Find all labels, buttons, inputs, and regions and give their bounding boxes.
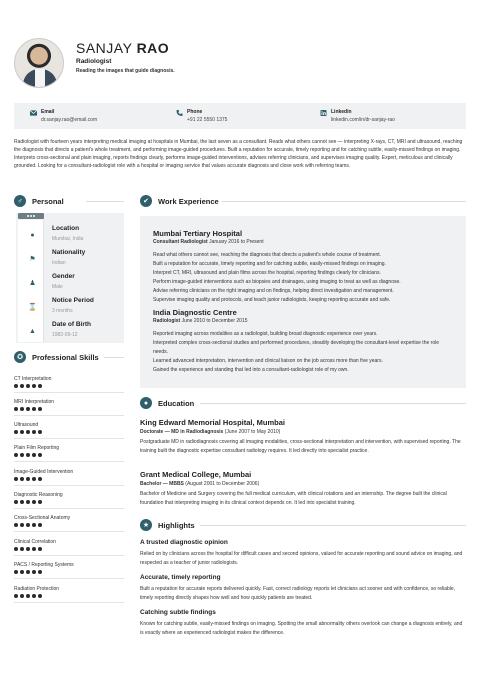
- job-meta: [153, 318, 248, 324]
- edu-school: Grant Medical College, Mumbai: [140, 470, 252, 479]
- email-icon: [30, 110, 37, 116]
- gender-symbol-icon: ♂: [14, 195, 26, 207]
- job-line: Built a reputation for accurate, timely reporting and for catching subtle, easily-missed findings on imaging.: [153, 260, 386, 267]
- award-icon: ✪: [14, 351, 26, 363]
- job-company: India Diagnostic Centre: [153, 308, 237, 317]
- personal-title: Personal: [32, 196, 64, 206]
- job-dates: June 2010 to December 2015: [181, 318, 248, 324]
- education-divider: [200, 403, 466, 404]
- skill-name: Clinical Correlation: [14, 539, 56, 545]
- star-icon: ★: [140, 519, 152, 531]
- avatar: [14, 38, 64, 88]
- summary-text: Radiologist with fourteen years interpreting medical imaging at hospitals in Mumbai, the last seven as a consultant. Reads what others cannot see — interpreting X-rays, CT, MRI and ultrasound, reaching the diagnosis that directs a patient's whole treatment, and performing image-guided procedures. Built a reputation for accurate, timely reporting and for catching subtle, easily-missed findings on imaging. Interprets cross-sectional and plain imaging, reports findings clearly, performs image-guided interventions, advises referring clinicians, and supervises imaging quality. Expert, meticulous and clinically grounded. Looking for a consultant-radiologist role with a hospital or imaging service that values accurate diagnosis and close work with referring teams.: [14, 139, 463, 169]
- skill-name: MRI Interpretation: [14, 399, 55, 405]
- skill-rating: [14, 384, 44, 388]
- edu-school: King Edward Memorial Hospital, Mumbai: [140, 418, 286, 427]
- hourglass-icon: ⌛: [28, 304, 37, 311]
- job-line: Advise referring clinicians on the right imaging and on findings, helping direct investigation and management.: [153, 287, 394, 294]
- graduation-cap-icon: ●: [140, 397, 152, 409]
- personal-value: Mumbai, India: [52, 236, 84, 242]
- first-name: SANJAY: [76, 40, 133, 56]
- email-label: Email: [41, 109, 55, 115]
- skill-name: Diagnostic Reasoning: [14, 492, 63, 498]
- highlights-heading: [140, 519, 195, 531]
- highlight-description: Built a reputation for accurate reports delivered quickly. Fast, correct radiology reports let clinicians act sooner and with confidence, so reliable, timely reporting directly shapes how well and how quickly patients are treated.: [140, 586, 456, 601]
- personal-label: Location: [52, 225, 80, 232]
- job-line: Perform image-guided interventions such as biopsies and drainages, using imaging to treat as well as diagnose.: [153, 278, 401, 285]
- edu-meta: [140, 481, 259, 487]
- personal-label: Gender: [52, 273, 75, 280]
- education-title: Education: [158, 398, 195, 408]
- personal-value: Indian: [52, 260, 66, 266]
- edu-degree: Bachelor — MBBS: [140, 481, 184, 487]
- skill-rating: [14, 477, 44, 481]
- candidate-name: [76, 40, 169, 56]
- skill-rating: [14, 547, 44, 551]
- job-position: Consultant Radiologist: [153, 239, 208, 245]
- job-dates: January 2016 to Present: [209, 239, 264, 245]
- skill-name: CT Interpretation: [14, 376, 52, 382]
- skill-rating: [14, 523, 44, 527]
- personal-label: Date of Birth: [52, 321, 91, 328]
- highlights-title: Highlights: [158, 520, 195, 530]
- cake-icon: ▲: [29, 328, 36, 335]
- job-line: Interpret CT, MRI, ultrasound and plain films across the hospital, reporting findings clearly for clinicians.: [153, 269, 381, 276]
- phone-icon: [176, 110, 183, 116]
- edu-dates: (June 2007 to May 2010): [224, 429, 281, 435]
- highlight-description: Relied on by clinicians across the hospital for difficult cases and second opinions, valued for accurate reporting and sound advice on imaging, and respected as a teacher of junior radiologists.: [140, 551, 463, 566]
- education-heading: [140, 397, 194, 409]
- edu-meta: [140, 429, 280, 435]
- skill-name: Radiation Protection: [14, 586, 60, 592]
- skill-rating: [14, 500, 44, 504]
- location-pin-icon: ●: [30, 232, 35, 239]
- skill-rating: [14, 407, 44, 411]
- job-meta: [153, 239, 264, 245]
- personal-heading: [14, 195, 64, 207]
- highlight-description: Known for catching subtle, easily-missed findings on imaging. Spotting the small abnormality others overlook can change a diagnosis entirely, and is exactly where an experienced radiologist makes the difference.: [140, 621, 463, 636]
- avatar-shirt: [35, 69, 45, 88]
- edu-dates: (August 2001 to December 2006): [185, 481, 260, 487]
- skills-title: Professional Skills: [32, 352, 99, 362]
- personal-label: Notice Period: [52, 297, 94, 304]
- job-line: Interpreted complex cross-sectional studies and performed procedures, steadily developing the consultant-level expertise the role needs.: [153, 339, 439, 355]
- work-title: Work Experience: [158, 196, 219, 206]
- personal-value: 1982-09-12: [52, 332, 78, 338]
- highlight-title: Accurate, timely reporting: [140, 574, 221, 581]
- tagline: Reading the images that guide diagnosis.: [76, 68, 175, 74]
- skill-name: Image-Guided Intervention: [14, 469, 74, 475]
- skill-name: Cross-Sectional Anatomy: [14, 515, 71, 521]
- phone-label: Phone: [187, 109, 203, 115]
- edu-description: Bachelor of Medicine and Surgery covering the full medical curriculum, with clinical rotations and an internship. The degree built the clinical foundation that interpreting imaging in its clinical context depends on. It led into specialist training.: [140, 491, 447, 506]
- job-position: Radiologist: [153, 318, 181, 324]
- skills-heading: [14, 351, 99, 363]
- briefcase-icon: ✔: [140, 195, 152, 207]
- skill-rating: [14, 594, 44, 598]
- last-name: RAO: [136, 40, 170, 56]
- job-line: Gained the experience and standing that led into a consultant-radiologist role of my own.: [153, 366, 349, 373]
- highlights-divider: [200, 525, 466, 526]
- job-description: [153, 251, 453, 304]
- linkedin-label: Linkedin: [331, 109, 352, 115]
- skill-rating: [14, 570, 44, 574]
- job-role: Radiologist: [76, 58, 112, 65]
- skill-name: Plain Film Reporting: [14, 445, 60, 451]
- email-value[interactable]: dr.sanjay.rao@email.com: [41, 117, 98, 123]
- skill-name: PACS / Reporting Systems: [14, 562, 74, 568]
- job-line: Supervise imaging quality and protocols, and teach junior radiologists, keeping reporting accurate and safe.: [153, 296, 391, 303]
- work-heading: [140, 195, 219, 207]
- personal-value: Male: [52, 284, 63, 290]
- edu-description: Postgraduate MD in radiodiagnosis covering all imaging modalities, cross-sectional interpretation and intervention, with supervised reporting. The training built the diagnostic expertise consultant radiology requires. It led directly into specialist practice.: [140, 439, 461, 454]
- personal-label: Nationality: [52, 249, 86, 256]
- highlight-title: A trusted diagnostic opinion: [140, 539, 228, 546]
- linkedin-value[interactable]: linkedin.com/in/dr-sanjay-rao: [331, 117, 395, 123]
- skill-name: Ultrasound: [14, 422, 39, 428]
- skills-divider: [104, 357, 124, 358]
- work-divider: [222, 201, 466, 202]
- job-description: [153, 330, 453, 375]
- edu-degree: Doctorate — MD in Radiodiagnosis: [140, 429, 224, 435]
- job-company: Mumbai Tertiary Hospital: [153, 229, 243, 238]
- person-icon: ♟: [29, 280, 36, 287]
- linkedin-icon: [320, 110, 327, 116]
- phone-value[interactable]: +91 22 5550 1375: [187, 117, 228, 123]
- personal-divider: [86, 201, 124, 202]
- personal-tab: [18, 213, 44, 219]
- personal-value: 3 months: [52, 308, 73, 314]
- contact-bar: [14, 103, 466, 129]
- highlight-title: Catching subtle findings: [140, 609, 216, 616]
- skill-rating: [14, 430, 44, 434]
- job-line: Reported imaging across modalities as a radiologist, building broad diagnostic experience over years.: [153, 331, 378, 337]
- job-line: Learned advanced interpretation, intervention and clinical liaison on the job across more than five years.: [153, 357, 383, 364]
- job-line: Read what others cannot see, reaching the diagnosis that directs a patient's whole course of treatment.: [153, 252, 382, 258]
- resume-header: [14, 38, 466, 88]
- skill-rating: [14, 453, 44, 457]
- flag-icon: ⚑: [29, 256, 36, 263]
